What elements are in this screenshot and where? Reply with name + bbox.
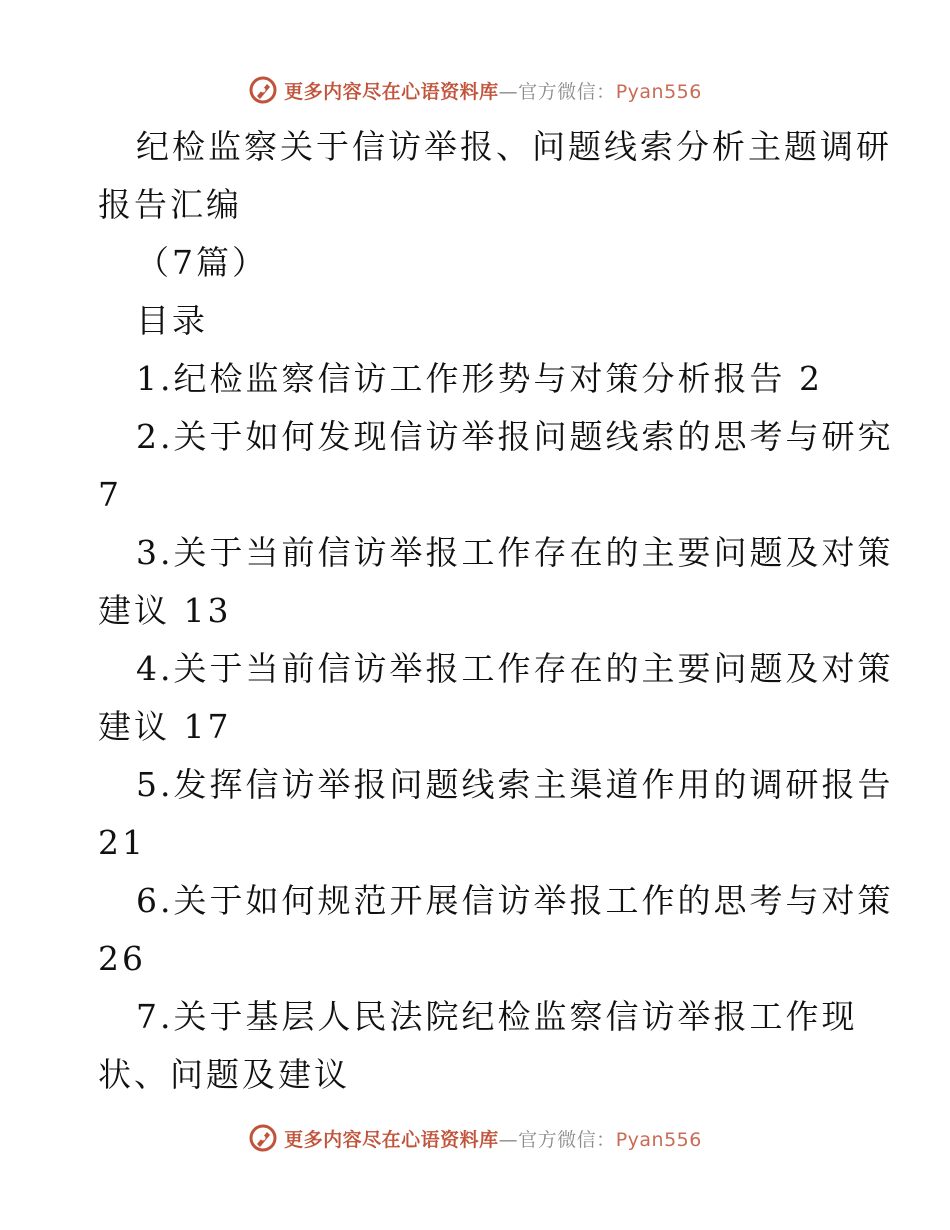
watermark-text: 更多内容尽在心语资料库—官方微信：Pyan556 [284, 80, 702, 103]
toc-item-2-continuation[interactable]: 7 [98, 475, 122, 514]
toc-item-6[interactable]: 6.关于如何规范开展信访举报工作的思考与对策 [136, 881, 894, 920]
document-body [98, 118, 894, 1104]
watermark-banner-top [0, 70, 950, 110]
pen-circle-logo-icon [248, 75, 278, 105]
toc-item-4-continuation[interactable]: 建议 17 [98, 707, 232, 746]
toc-item-2[interactable]: 2.关于如何发现信访举报问题线索的思考与研究 [136, 417, 894, 456]
toc-item-5-continuation[interactable]: 21 [98, 823, 146, 862]
toc-item-3-continuation[interactable]: 建议 13 [98, 591, 232, 630]
document-title-line-1: 纪检监察关于信访举报、问题线索分析主题调研 [136, 127, 892, 166]
toc-heading: 目录 [136, 301, 208, 340]
toc-item-5[interactable]: 5.发挥信访举报问题线索主渠道作用的调研报告 [136, 765, 894, 804]
document-count: （7篇） [136, 243, 268, 282]
toc-item-1[interactable]: 1.纪检监察信访工作形势与对策分析报告 2 [136, 359, 823, 398]
toc-item-4[interactable]: 4.关于当前信访举报工作存在的主要问题及对策 [136, 649, 894, 688]
toc-item-7-continuation[interactable]: 状、问题及建议 [98, 1055, 350, 1094]
toc-item-3[interactable]: 3.关于当前信访举报工作存在的主要问题及对策 [136, 533, 894, 572]
toc-item-7[interactable]: 7.关于基层人民法院纪检监察信访举报工作现 [136, 997, 858, 1036]
toc-item-6-continuation[interactable]: 26 [98, 939, 146, 978]
watermark-text: 更多内容尽在心语资料库—官方微信：Pyan556 [284, 1128, 702, 1151]
watermark-banner-bottom [0, 1118, 950, 1158]
document-title-line-2: 报告汇编 [98, 185, 242, 224]
pen-circle-logo-icon [248, 1123, 278, 1153]
